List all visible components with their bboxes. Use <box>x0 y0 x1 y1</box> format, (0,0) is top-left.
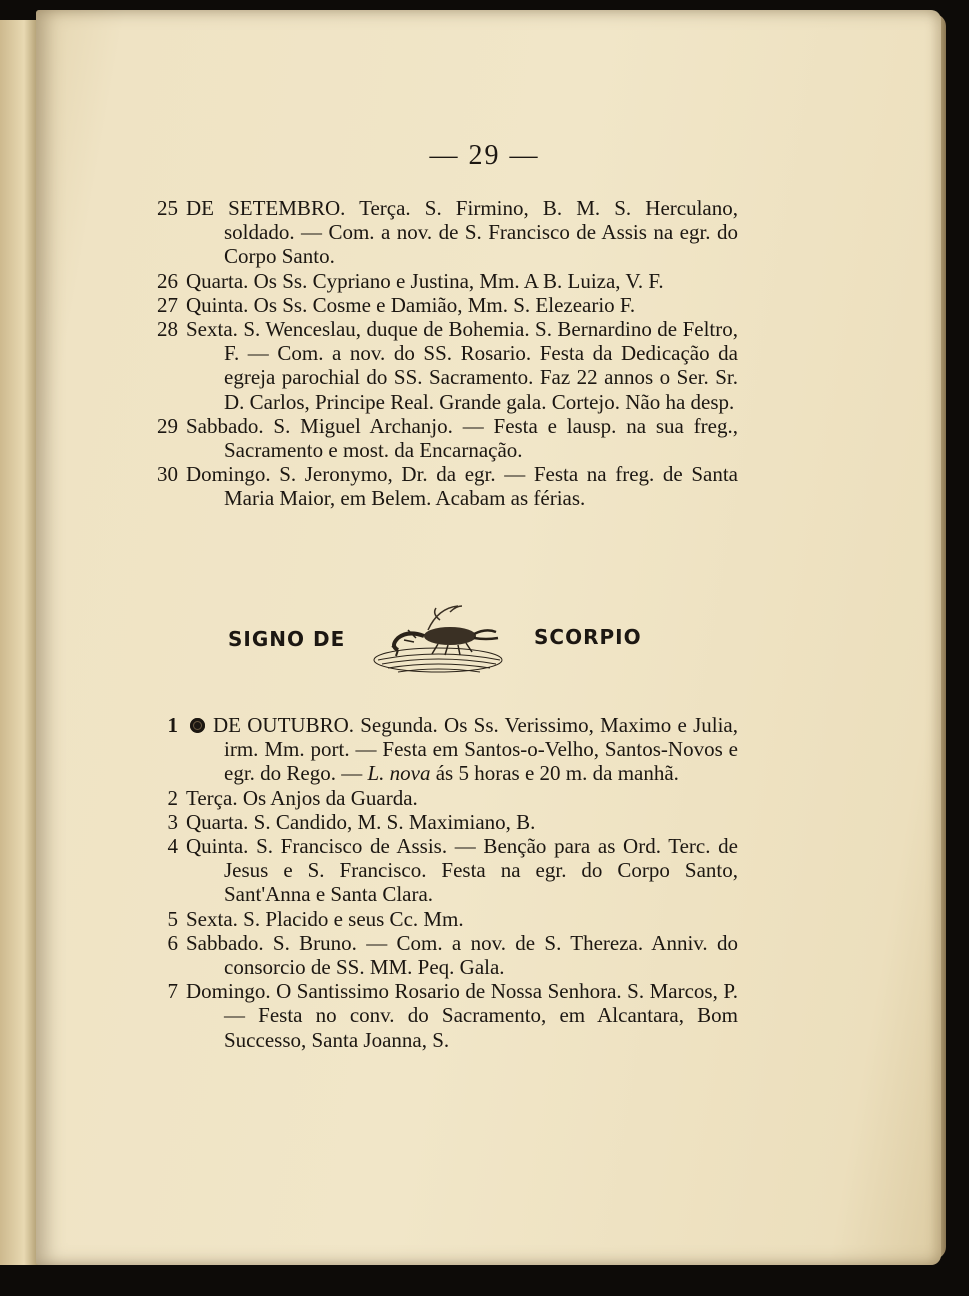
new-moon-icon <box>190 718 205 733</box>
page-number: — 29 — <box>429 140 540 171</box>
day-number: 6 <box>167 930 178 955</box>
entry-text: Sexta. S. Placido e seus Cc. Mm. <box>186 906 464 931</box>
entry-text: Sexta. S. Wenceslau, duque de Bohemia. S. Bernardino de Feltro, F. — Com. a nov. do SS. Rosario. Festa da Dedicação da egreja parochial do SS. Sacramento. Faz 22 annos o Ser. Sr. D. Carlos, Principe Real. Grande gala. Cortejo. Não ha desp. <box>186 317 738 414</box>
calendar-entry <box>148 713 738 786</box>
entry-text: Terça. Os Anjos da Guarda. <box>186 785 418 810</box>
calendar-entry <box>148 462 738 510</box>
entry-text: Quinta. S. Francisco de Assis. — Benção para as Ord. Terc. de Jesus e S. Francisco. Festa na egr. do Corpo Santo, Sant'Anna e Santa Clara. <box>186 834 738 907</box>
day-number: 5 <box>167 906 178 931</box>
entry-text-main: DE OUTUBRO. Segunda. Os Ss. Verissimo, Maximo e Julia, irm. Mm. port. — Festa em Santos-o-Velho, Santos-Novos e egr. do Rego. — <box>213 713 738 786</box>
day-number: 7 <box>167 979 178 1004</box>
entry-text: Sabbado. S. Miguel Archanjo. — Festa e lausp. na sua freg., Sacramento e most. da Encarnação. <box>186 413 738 463</box>
zodiac-sign-header <box>0 600 969 690</box>
day-number: 29 <box>157 413 178 438</box>
entry-text: Quarta. S. Candido, M. S. Maximiano, B. <box>186 809 536 834</box>
day-number: 26 <box>157 268 178 293</box>
calendar-entry <box>148 293 738 317</box>
day-number: 4 <box>167 834 178 859</box>
calendar-entry <box>148 979 738 1052</box>
entry-text: Domingo. O Santissimo Rosario de Nossa Senhora. S. Marcos, P. — Festa no conv. do Sacramento, em Alcantara, Bom Successo, Santa Joanna, S. <box>186 979 738 1052</box>
entry-text <box>213 713 738 786</box>
day-number: 25 <box>157 196 178 220</box>
calendar-entry <box>148 931 738 979</box>
calendar-entry <box>148 786 738 810</box>
calendar-entry <box>148 907 738 931</box>
calendar-entry <box>148 196 738 269</box>
october-entries <box>148 713 738 1052</box>
day-number: 27 <box>157 292 178 317</box>
sign-label-right: SCORPIO <box>534 625 642 649</box>
september-entries <box>148 196 738 511</box>
entry-text: Domingo. S. Jeronymo, Dr. da egr. — Festa na freg. de Santa Maria Maior, em Belem. Acabam as férias. <box>186 462 738 511</box>
day-number: 30 <box>157 462 178 487</box>
calendar-entry <box>148 810 738 834</box>
scorpion-icon <box>368 600 508 682</box>
calendar-entry <box>148 317 738 414</box>
calendar-entry <box>148 834 738 907</box>
day-number: 2 <box>167 785 178 810</box>
sign-label-left: SIGNO DE <box>228 627 346 651</box>
entry-text: Sabbado. S. Bruno. — Com. a nov. de S. Thereza. Anniv. do consorcio de SS. MM. Peq. Gala. <box>186 930 738 980</box>
entry-text: Quinta. Os Ss. Cosme e Damião, Mm. S. Elezeario F. <box>186 292 636 317</box>
entry-text-italic: L. nova <box>367 761 431 786</box>
day-number: 3 <box>167 809 178 834</box>
calendar-entry <box>148 414 738 462</box>
day-number: 1 <box>167 713 178 737</box>
day-number: 28 <box>157 317 178 342</box>
entry-text: DE SETEMBRO. Terça. S. Firmino, B. M. S. Herculano, soldado. — Com. a nov. de S. Francisco de Assis na egr. do Corpo Santo. <box>186 196 738 269</box>
entry-text: Quarta. Os Ss. Cypriano e Justina, Mm. A B. Luiza, V. F. <box>186 268 664 293</box>
calendar-entry <box>148 269 738 293</box>
entry-text-end: ás 5 horas e 20 m. da manhã. <box>430 761 679 786</box>
